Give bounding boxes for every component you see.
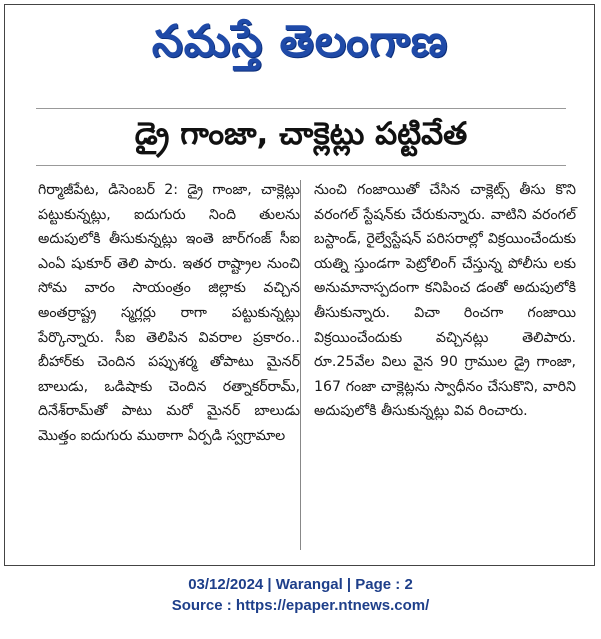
column-divider [300, 180, 301, 550]
footer-source-link[interactable]: Source : https://epaper.ntnews.com/ [171, 597, 430, 614]
article-headline: డ్రై గాంజా, చాక్లెట్లు పట్టివేత [134, 115, 468, 152]
newspaper-masthead [60, 14, 540, 80]
clipping-footer [0, 574, 601, 616]
article-headline-box [36, 108, 566, 166]
footer-date-edition: 03/12/2024 | Warangal | Page : 2 [188, 576, 413, 593]
article-column-right: నుంచి గంజాయితో చేసిన చాక్లెట్స్ తీసు కొని వరంగల్ స్టేషన్‌కు చేరుకున్నారు. వాటిని వరంగల్ బస్టాండ్, రైల్వేస్టేషన్ పరిసరాల్లో విక్రయించేందుకు యత్ని స్తుండగా పెట్రోలింగ్ చేస్తున్న పోలీసు లకు అనుమానాస్పదంగా కనిపించ డంతో అదుపులోకి తీసుకున్నారు. విచా రించగా గంజాయి విక్రయించేందుకు వచ్చినట్లు తెలిపారు. రూ.25వేల విలు వైన 90 గ్రాముల డ్రై గాంజా, 167 గంజా చాక్లెట్లను స్వాధీనం చేసుకొని, వారిని అదుపులోకి తీసుకున్నట్లు వివ రించారు. [314, 182, 576, 420]
masthead-logo-text: నమస్తే తెలంగాణ [151, 16, 449, 67]
article-column-left: గిర్మాజీపేట, డిసెంబర్ 2: డ్రై గాంజా, చాక్లెట్లు పట్టుకున్నట్లు, ఐదుగురు నింది తులను అదుపులోకి తీసుకున్నట్లు ఇంతె జార్‌గంజ్ సీఐ ఎంఏ షుకూర్ తెలి పారు. ఇతర రాష్ట్రాల నుంచి సోమ వారం సాయంత్రం జిల్లాకు వచ్చిన అంతర్రాష్ట్ర స్మగ్లర్లు రాగా పట్టుకున్నట్లు పేర్కొన్నారు. సీఐ తెలిపిన వివరాల ప్రకారం.. బీహార్‌కు చెందిన పప్పుశర్మ తోపాటు మైనర్ బాలుడు, ఒడిషాకు చెందిన రత్నాకర్‌రామ్, దినేశ్‌రామ్‌తో పాటు మరో మైనర్ బాలుడు మొత్తం ఐదుగురు ముఠాగా ఏర్పడి స్వగ్రామాల [38, 182, 300, 444]
